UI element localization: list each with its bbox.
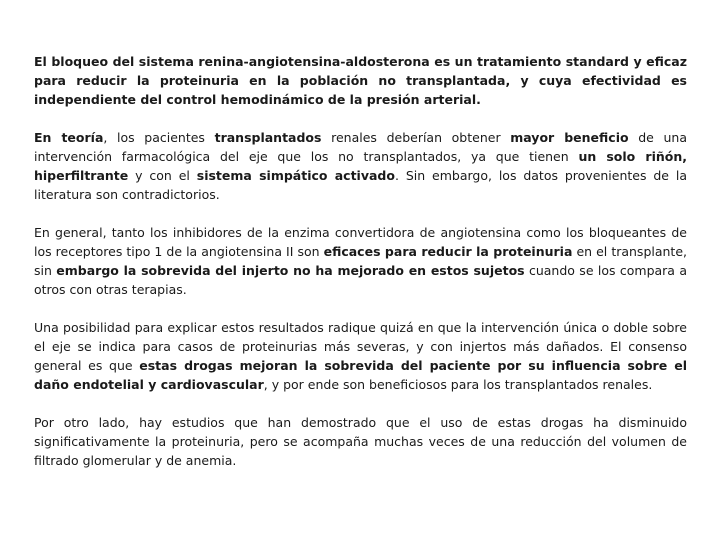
paragraph-2 bbox=[34, 128, 687, 204]
text-segment: un solo riñón, hiperfiltrante bbox=[34, 149, 687, 183]
text-segment: sistema simpático activado bbox=[196, 168, 395, 183]
text-segment: embargo la sobrevida del injerto no ha mejorado en estos sujetos bbox=[56, 263, 525, 278]
text-segment: de una intervención farmacológica del eje que los no transplantados, ya que tienen bbox=[34, 130, 688, 164]
text-segment: Una posibilidad para explicar estos resultados radique quizá en que la intervención única o doble sobre el eje se indica para casos de proteinurias más severas, y con injertos más dañados. El consenso general es que bbox=[34, 320, 687, 373]
paragraph-1 bbox=[34, 52, 687, 109]
text-segment: mayor beneficio bbox=[510, 130, 629, 145]
text-segment: , los pacientes bbox=[103, 130, 215, 145]
text-segment: transplantados bbox=[214, 130, 322, 145]
document-page bbox=[34, 52, 687, 489]
text-segment: cuando se los compara a otros con otras terapias. bbox=[34, 263, 687, 297]
text-segment: En general, tanto los inhibidores de la enzima convertidora de angiotensina como los bloqueantes de los receptores tipo 1 de la angiotensina II son bbox=[34, 225, 687, 259]
paragraph-3 bbox=[34, 223, 687, 299]
paragraph-4 bbox=[34, 318, 687, 394]
text-segment: eficaces para reducir la proteinuria bbox=[323, 244, 573, 259]
text-segment: en el transplante, sin bbox=[34, 244, 688, 278]
text-segment: El bloqueo del sistema renina-angiotensina-aldosterona es un tratamiento standard y eficaz para reducir la proteinuria en la población no transplantada, y cuya efectividad es independiente del control hemodinámico de la presión arterial. bbox=[34, 54, 687, 107]
text-segment: En teoría bbox=[34, 130, 104, 145]
text-segment: , y por ende son beneficiosos para los transplantados renales. bbox=[263, 377, 653, 392]
text-segment: . Sin embargo, los datos provenientes de la literatura son contradictorios. bbox=[34, 168, 688, 202]
paragraph-5 bbox=[34, 413, 687, 470]
text-segment: estas drogas mejoran la sobrevida del paciente por su influencia sobre el daño endotelial y cardiovascular bbox=[34, 358, 687, 392]
text-segment: renales deberían obtener bbox=[321, 130, 511, 145]
text-segment: Por otro lado, hay estudios que han demostrado que el uso de estas drogas ha disminuido significativamente la proteinuria, pero se acompaña muchas veces de una reducción del volumen de filtrado glomerular y de anemia. bbox=[34, 415, 687, 468]
text-segment: y con el bbox=[128, 168, 197, 183]
